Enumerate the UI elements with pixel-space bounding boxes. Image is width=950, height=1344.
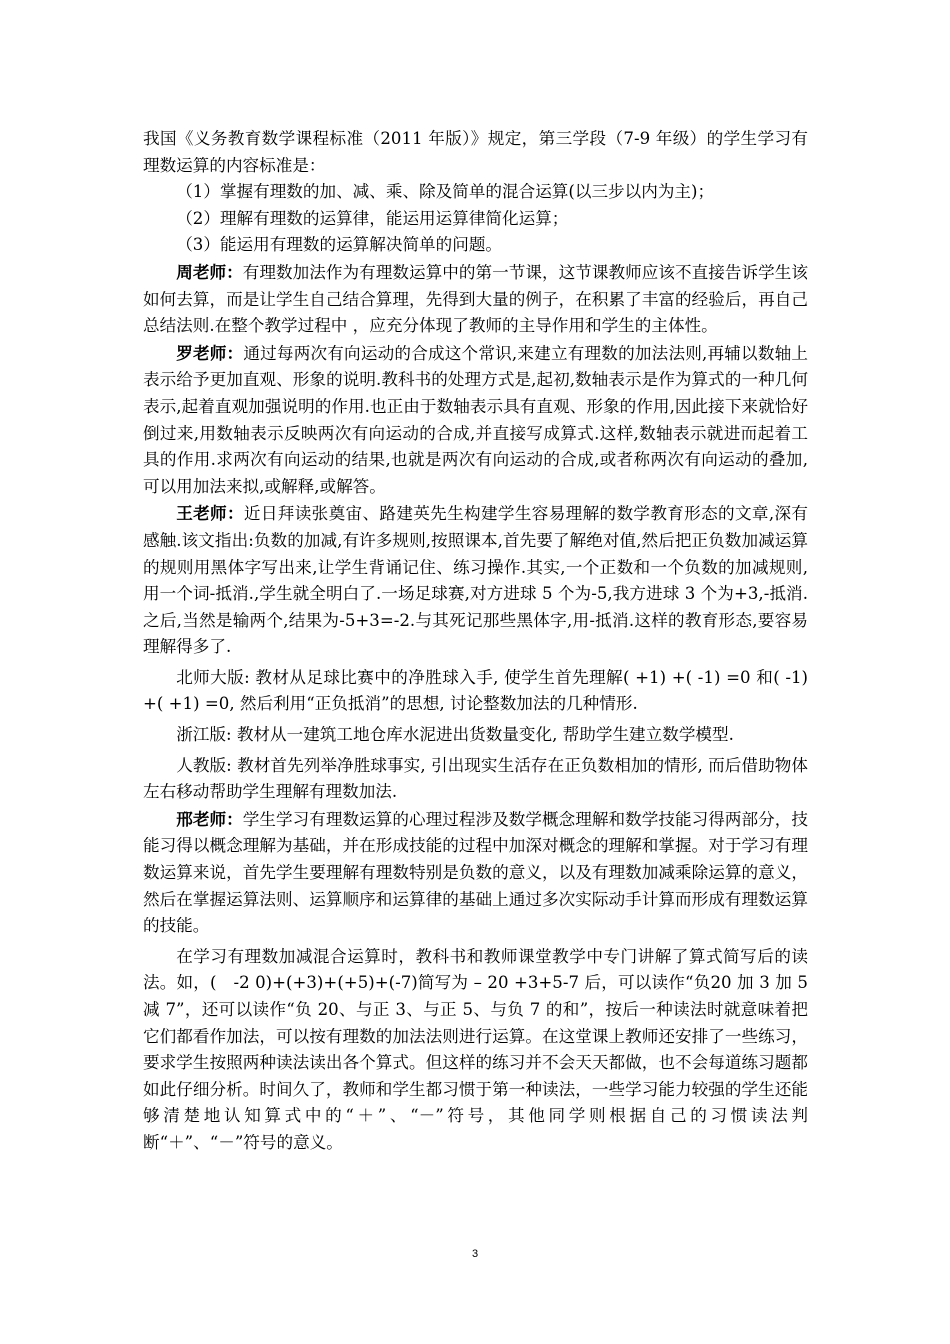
- closing-paragraph: 在学习有理数加减混合运算时，教科书和教师课堂教学中专门讲解了算式简写后的读法。如，( -2 0)+(+3)+(+5)+(-7)简写为 – 20 +3+5-7 后，可以读作“负20 加 3 加 5 减 7”，还可以读作“负 20、与正 3、与正 5、与负 7 的和”，按后一种读法时就意味着把它们都看作加法，可以按有理数的加法法则进行运算。在这堂课上教师还安排了一些练习，要求学生按照两种读法读出各个算式。但这样的练习并不会天天都做，也不会每道练习题都如此仔细分析。时间久了，教师和学生都习惯于第一种读法，一些学习能力较强的学生还能够清楚地认知算式中的“＋”、“－”符号，其他同学则根据自己的习惯读法判断“＋”、“－”符号的意义。: [143, 946, 808, 1152]
- pep-paragraph: 人教版: 教材首先列举净胜球事实, 引出现实生活存在正负数相加的情形, 而后借助物体左右移动帮助学生理解有理数加法.: [143, 755, 808, 802]
- luo-paragraph: [143, 340, 808, 501]
- xing-paragraph: [143, 806, 808, 940]
- wang-text: 近日拜读张奠宙、路建英先生构建学生容易理解的数学教育形态的文章,深有感触.该文指出:负数的加减,有许多规则,按照课本,首先要了解绝对值,然后把正负数加减运算的规则用黑体字写出来,让学生背诵记住、练习操作.其实,一个正数和一个负数的加减规则,用一个词-抵消.,学生就全明白了.一场足球赛,对方进球 5 个为-5,我方进球 3 个为+3,-抵消.之后,当然是输两个,结果为-5+3=-2.与其死记那些黑体字,用-抵消.这样的教育形态,要容易理解得多了.: [143, 504, 808, 657]
- bnu-paragraph: 北师大版: 教材从足球比赛中的净胜球入手, 使学生首先理解( +1) +( -1) =0 和( -1) +( +1) =0, 然后利用“正负抵消”的思想, 讨论整数加法的几种情形.: [143, 667, 808, 714]
- luo-speaker: 罗老师：: [176, 342, 244, 363]
- zhou-speaker: 周老师：: [176, 261, 243, 282]
- document-body: [143, 126, 808, 1157]
- zhou-paragraph: [143, 259, 808, 340]
- standard-item-1: （1）掌握有理数的加、减、乘、除及简单的混合运算(以三步以内为主)；: [176, 182, 715, 202]
- wang-speaker: 王老师：: [176, 503, 244, 524]
- standard-item-3: （3）能运用有理数的运算解决简单的问题。: [176, 235, 503, 255]
- zhejiang-paragraph: 浙江版: 教材从一建筑工地仓库水泥进出货数量变化, 帮助学生建立数学模型.: [176, 725, 734, 745]
- xing-text: 学生学习有理数运算的心理过程涉及数学概念理解和数学技能习得两部分，技能习得以概念理解为基础，并在形成技能的过程中加深对概念的理解和掌握。对于学习有理数运算来说，首先学生要理解有理数特别是负数的意义，以及有理数加减乘除运算的意义，然后在掌握运算法则、运算顺序和运算律的基础上通过多次实际动手计算而形成有理数运算的技能。: [143, 809, 809, 936]
- intro-paragraph: 我国《义务教育数学课程标准（2011 年版）》规定，第三学段（7-9 年级）的学生学习有理数运算的内容标准是：: [143, 129, 808, 175]
- xing-speaker: 邢老师：: [176, 808, 243, 829]
- page-number: 3: [471, 1248, 479, 1260]
- luo-text: 通过每两次有向运动的合成这个常识,来建立有理数的加法法则,再辅以数轴上表示给予更加直观、形象的说明.教科书的处理方式是,起初,数轴表示是作为算式的一种几何表示,起着直观加强说明的作用.也正由于数轴表示具有直观、形象的作用,因此接下来就恰好倒过来,用数轴表示反映两次有向运动的合成,并直接写成算式.这样,数轴表示就进而起着工具的作用.求两次有向运动的结果,也就是两次有向运动的合成,或者称两次有向运动的叠加,可以用加法来拟,或解释,或解答。: [143, 343, 808, 496]
- wang-paragraph: [143, 500, 808, 661]
- standard-item-2: （2）理解有理数的运算律，能运用运算律简化运算；: [176, 208, 569, 228]
- zhou-text: 有理数加法作为有理数运算中的第一节课，这节课教师应该不直接告诉学生该如何去算，而是让学生自己结合算理，先得到大量的例子，在积累了丰富的经验后，再自己总结法则.在整个教学过程中 ，应充分体现了教师的主导作用和学生的主体性。: [143, 262, 809, 336]
